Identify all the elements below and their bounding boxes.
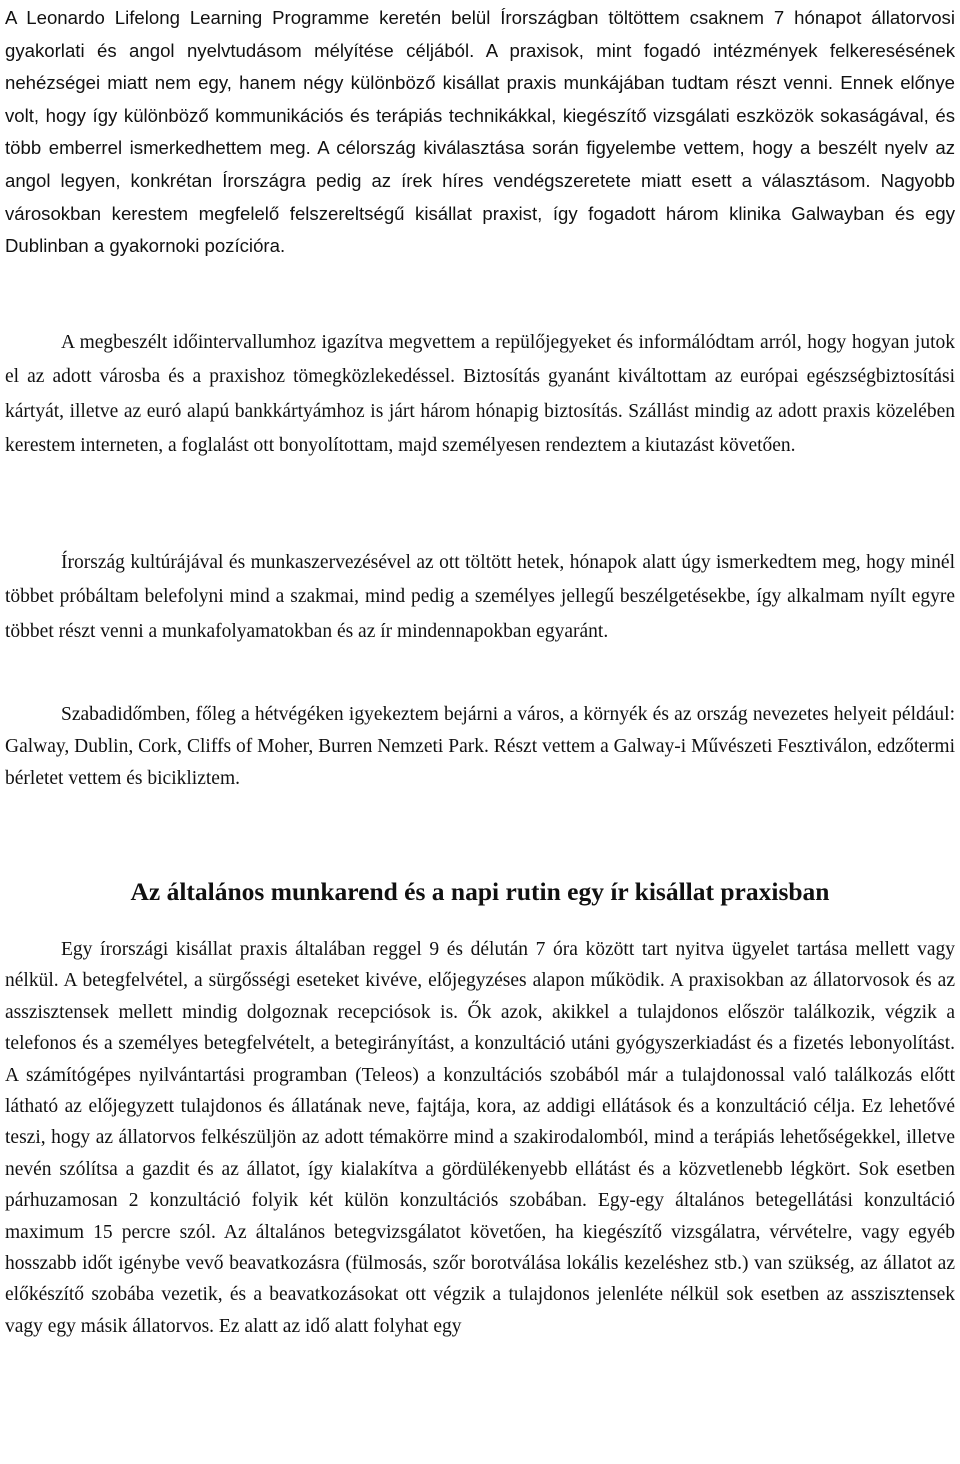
section-heading: Az általános munkarend és a napi rutin egy ír kisállat praxisban: [130, 877, 830, 906]
body-paragraph-2: A megbeszélt időintervallumhoz igazítva megvettem a repülőjegyeket és informálódtam arról, hogy hogyan jutok el az adott városba és a praxishoz tömegközlekedéssel. Biztosítás gyanánt kiváltottam az európai egészségbiztosítási kártyát, illetve az euró alapú bankkártyámhoz is járt három hónapig biztosítás. Szállást mindig az adott praxis közelében kerestem interneten, a foglalást ott bonyolítottam, majd személyesen rendeztem a kiutazást követően.: [5, 332, 955, 457]
body-paragraph-4: Szabadidőmben, főleg a hétvégéken igyekeztem bejárni a város, a környék és az ország nevezetes helyeit például: Galway, Dublin, Cork, Cliffs of Moher, Burren Nemzeti Park. Részt vettem a Galway-i Művészeti Fesztiválon, edzőtermi bérletet vettem és bicikliztem.: [5, 704, 955, 790]
body-paragraph-3: Írország kultúrájával és munkaszervezésével az ott töltött hetek, hónapok alatt úgy ismerkedtem meg, hogy minél többet próbáltam belefolyni mind a szakmai, mind pedig a személyes jellegű beszélgetésekbe, így alkalmam nyílt egyre többet részt venni a munkafolyamatokban és az ír mindennapokban egyaránt.: [5, 552, 955, 642]
body-paragraph-1: A Leonardo Lifelong Learning Programme keretén belül Írországban töltöttem csaknem 7 hónapot állatorvosi gyakorlati és angol nyelvtudásom mélyítése céljából. A praxisok, mint fogadó intézmények felkeresésének nehézségei miatt nem egy, hanem négy különböző kisállat praxis munkájában tudtam részt venni. Ennek előnye volt, hogy így különböző kommunikációs és terápiás technikákkal, kiegészítő vizsgálati eszközök sokaságával, és több emberrel ismerkedhettem meg. A célország kiválasztása során figyelembe vettem, hogy a beszélt nyelv az angol legyen, konkrétan Írországra pedig az írek híres vendégszeretete miatt esett a választásom. Nagyobb városokban kerestem megfelelő felszereltségű kisállat praxist, így fogadott három klinika Galwayban és egy Dublinban a gyakornoki pozícióra.: [5, 7, 955, 257]
section-paragraph: Egy írországi kisállat praxis általában reggel 9 és délután 7 óra között tart nyitva ügyelet tartása mellett vagy nélkül. A betegfelvétel, a sürgősségi eseteket kivéve, előjegyzéses alapon működik. A praxisokban az állatorvosok és az asszisztensek mellett mindig dolgoznak recepciósok is. Ők azok, akikkel a tulajdonos először találkozik, végzik a telefonos és a személyes betegfelvételt, a betegirányítást, a konzultáció utáni gyógyszerkiadást és a fizetés lebonyolítást. A számítógépes nyilvántartási programban (Teleos) a konzultációs szobából már a tulajdonossal való találkozás előtt látható az előjegyzett tulajdonos és állatának neve, fajtája, kora, az addigi ellátások és a konzultáció célja. Ez lehetővé teszi, hogy az állatorvos felkészüljön az adott témakörre mind a szakirodalomból, mind a terápiás lehetőségekkel, illetve nevén szólítsa a gazdit és az állatot, így kialakítva a gördülékenyebb ellátást és a közvetlenebb légkört. Sok esetben párhuzamosan 2 konzultáció folyik két külön konzultációs szobában. Egy-egy általános betegellátási konzultáció maximum 15 percre szól. Az általános betegvizsgálatot követően, ha kiegészítő vizsgálatra, vérvételre, vagy egyéb hosszabb időt igénybe vevő beavatkozásra (fülmosás, szőr borotválása lokális kezeléshez stb.) van szükség, az állatot az előkészítő szobába vezetik, és a beavatkozásokat ott végzik a tulajdonos jelenléte nélkül sok esetben az asszisztensek vagy egy másik állatorvos. Ez alatt az idő alatt folyhat egy: [5, 939, 955, 1337]
